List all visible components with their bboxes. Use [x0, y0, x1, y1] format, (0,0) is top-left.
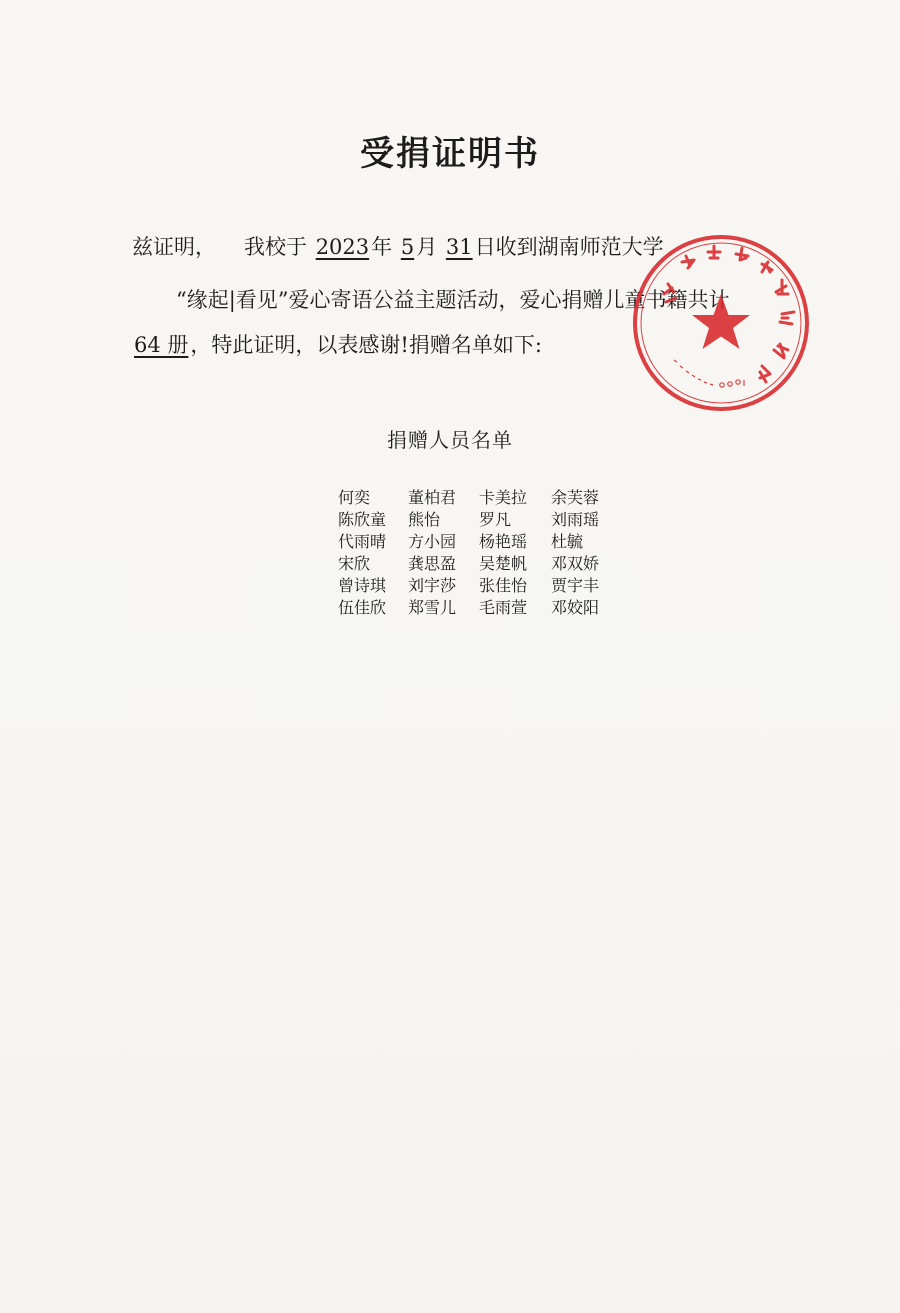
donor-name: 陈欣童	[338, 510, 387, 529]
donor-name: 吴楚帆	[479, 554, 528, 573]
donor-name: 邓姣阳	[551, 598, 600, 617]
donor-name: 余芙蓉	[551, 488, 600, 507]
statement-line-2: “缘起|看见”爱心寄语公益主题活动，爱心捐赠儿童书籍共计	[176, 288, 730, 312]
donor-name: 杜毓	[551, 532, 584, 551]
donor-list	[338, 488, 611, 618]
donor-name: 伍佳欣	[338, 598, 387, 617]
receipt-month: 5	[400, 235, 415, 259]
donor-name: 杨艳瑶	[479, 532, 528, 551]
statement-line-1	[132, 231, 664, 261]
donor-name: 罗凡	[479, 510, 512, 529]
donor-name: 贾宇丰	[551, 576, 600, 595]
donor-name: 何奕	[338, 488, 371, 507]
donor-name: 邓双娇	[551, 554, 600, 573]
donor-name: 卡美拉	[479, 488, 528, 507]
donor-name: 曾诗琪	[338, 576, 387, 595]
donor-name: 刘宇莎	[408, 576, 457, 595]
donor-list-title: 捐赠人员名单	[387, 428, 513, 452]
month-unit: 月	[416, 235, 438, 259]
donor-name: 董柏君	[408, 488, 457, 507]
statement-closing: ，特此证明，以表感谢!捐赠名单如下:	[190, 333, 542, 357]
donor-name: 方小园	[408, 532, 457, 551]
statement-line-3	[132, 329, 542, 359]
statement-suffix: 日收到湖南师范大学	[474, 235, 664, 259]
statement-prefix: 兹证明，	[132, 235, 216, 259]
official-seal-icon	[630, 232, 812, 414]
book-count: 64 册	[134, 333, 189, 357]
donor-name: 张佳怡	[479, 576, 528, 595]
receipt-year: 2023	[315, 235, 370, 259]
donor-name: 代雨晴	[338, 532, 387, 551]
document-title: 受捐证明书	[360, 134, 540, 174]
donor-name: 宋欣	[338, 554, 371, 573]
donor-name: 熊怡	[408, 510, 441, 529]
donor-name: 刘雨瑶	[551, 510, 600, 529]
year-unit: 年	[371, 235, 393, 259]
donor-name: 龚思盈	[408, 554, 457, 573]
donor-name: 毛雨萱	[479, 598, 528, 617]
receipt-day: 31	[445, 235, 473, 259]
donor-name: 郑雪儿	[408, 598, 457, 617]
statement-school: 我校于	[244, 235, 307, 259]
